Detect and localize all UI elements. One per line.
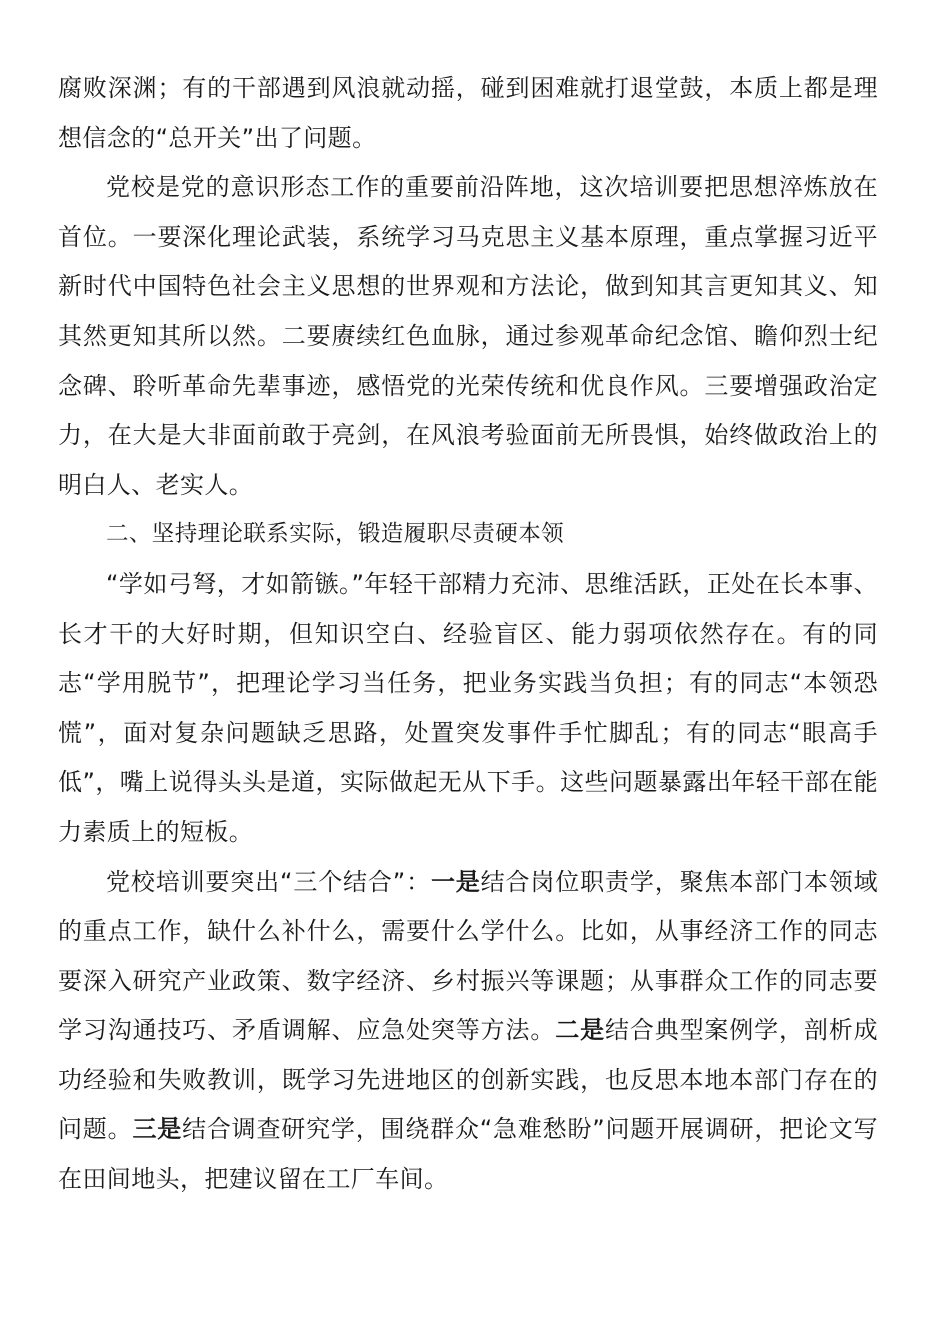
point-1-text: 结合岗位职责学，聚焦本部门本领域的重点工作，缺什么补什么，需要什么学什么。比如，从事经济工作的同志要深入研究产业政策、数字经济、乡村振兴等课题；从事群众工作的同志要学习沟通技巧、矛盾调解、应急处突等方法。: [58, 867, 878, 1045]
point-2-text: 结合典型案例学，剖析成功经验和失败教训，既学习先进地区的创新实践，也反思本地本部门存在的问题。: [58, 1016, 879, 1144]
paragraph-1: 腐败深渊；有的干部遇到风浪就动摇，碰到困难就打退堂鼓，本质上都是理想信念的“总开关”出了问题。: [58, 74, 878, 152]
document-page: [58, 64, 878, 1205]
paragraph-2: 党校是党的意识形态工作的重要前沿阵地，这次培训要把思想淬炼放在首位。一要深化理论武装，系统学习马克思主义基本原理，重点掌握习近平新时代中国特色社会主义思想的世界观和方法论，做到知其言更知其义、知其然更知其所以然。二要赓续红色血脉，通过参观革命纪念馆、瞻仰烈士纪念碑、聆听革命先辈事迹，感悟党的光荣传统和优良作风。三要增强政治定力，在大是大非面前敢于亮剑，在风浪考验面前无所畏惧，始终做政治上的明白人、老实人。: [58, 173, 878, 499]
point-1-label: 一是: [430, 867, 481, 896]
paragraph-3: “学如弓弩，才如箭镞。”年轻干部精力充沛、思维活跃，正处在长本事、长才干的大好时期，但知识空白、经验盲区、能力弱项依然存在。有的同志“学用脱节”，把理论学习当任务，把业务实践当负担；有的同志“本领恐慌”，面对复杂问题缺乏思路，处置突发事件手忙脚乱；有的同志“眼高手低”，嘴上说得头头是道，实际做起无从下手。这些问题暴露出年轻干部在能力素质上的短板。: [58, 569, 878, 846]
point-2-label: 二是: [555, 1016, 605, 1045]
section-heading-2: 二、坚持理论联系实际，锻造履职尽责硬本领: [106, 521, 565, 548]
paragraph-4-intro: 党校培训要突出“三个结合”：: [106, 867, 431, 896]
paragraph-4: [58, 858, 878, 1205]
point-3-label: 三是: [132, 1115, 183, 1144]
point-3-text: 结合调查研究学，围绕群众“急难愁盼”问题开展调研，把论文写在田间地头，把建议留在工厂车间。: [58, 1115, 878, 1194]
